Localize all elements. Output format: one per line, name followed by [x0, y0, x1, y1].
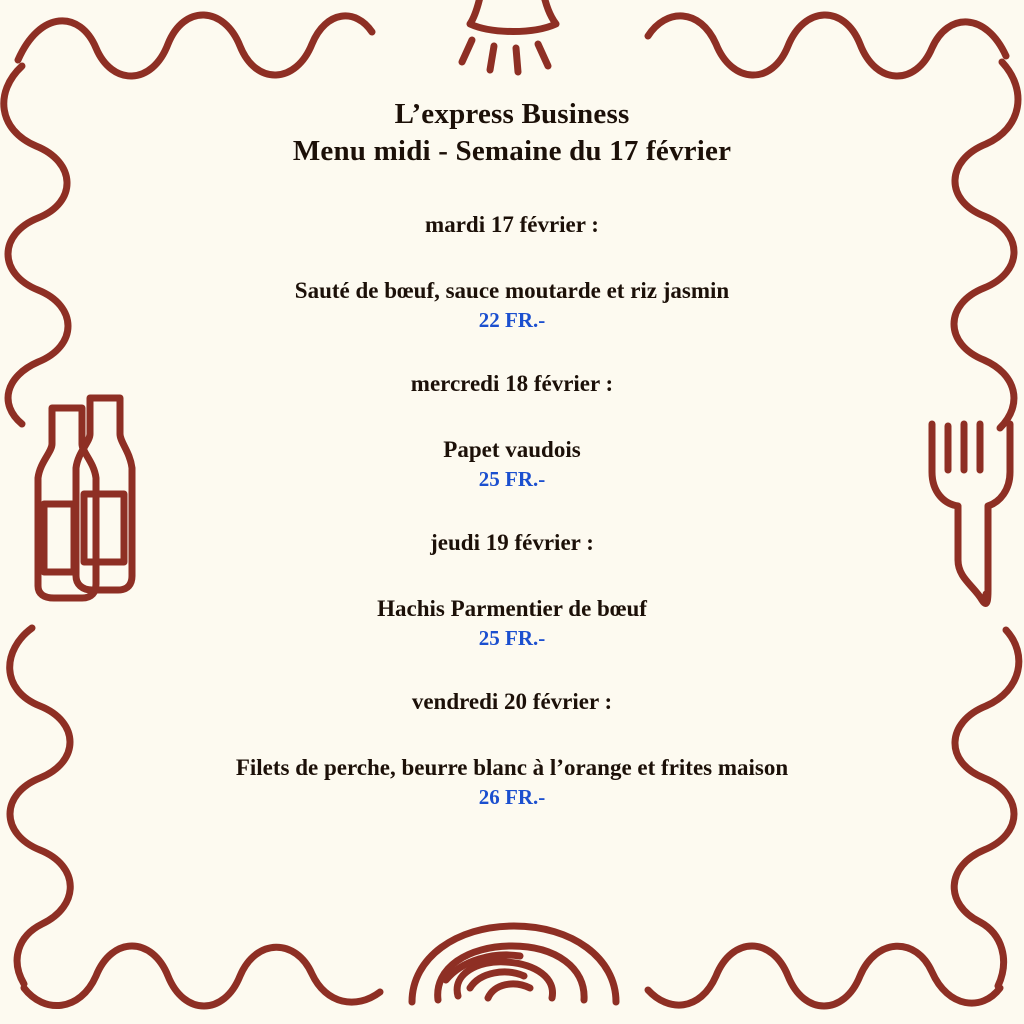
- dish-price: 25 FR.-: [478, 626, 546, 651]
- squiggle-bottom-left: [24, 946, 380, 1006]
- day-label: mardi 17 février :: [425, 212, 599, 238]
- dish-name: Filets de perche, beurre blanc à l’orange et frites maison: [235, 755, 789, 781]
- squiggle-top-left: [18, 15, 372, 76]
- squiggle-top-right: [648, 15, 1006, 76]
- day-label: jeudi 19 février :: [430, 530, 594, 556]
- menu-day-entry: [0, 371, 1024, 492]
- menu-content: [0, 96, 1024, 848]
- menu-day-entry: [0, 212, 1024, 333]
- menu-day-entry: [0, 530, 1024, 651]
- menu-subtitle: Menu midi - Semaine du 17 février: [292, 135, 732, 168]
- squiggle-bottom-right: [648, 946, 1000, 1006]
- dish-name: Papet vaudois: [443, 437, 581, 463]
- menu-day-entry: [0, 689, 1024, 810]
- spaghetti-plate-icon: [412, 926, 616, 1002]
- dish-price: 26 FR.-: [478, 785, 546, 810]
- day-label: vendredi 20 février :: [411, 689, 613, 715]
- dish-price: 22 FR.-: [478, 308, 546, 333]
- dish-name: Sauté de bœuf, sauce moutarde et riz jasmin: [294, 278, 730, 304]
- dish-price: 25 FR.-: [478, 467, 546, 492]
- dish-name: Hachis Parmentier de bœuf: [377, 596, 647, 622]
- restaurant-name: L’express Business: [394, 98, 630, 130]
- day-label: mercredi 18 février :: [410, 371, 614, 397]
- menu-header: [0, 96, 1024, 170]
- hanging-lamp-icon: [462, 0, 556, 72]
